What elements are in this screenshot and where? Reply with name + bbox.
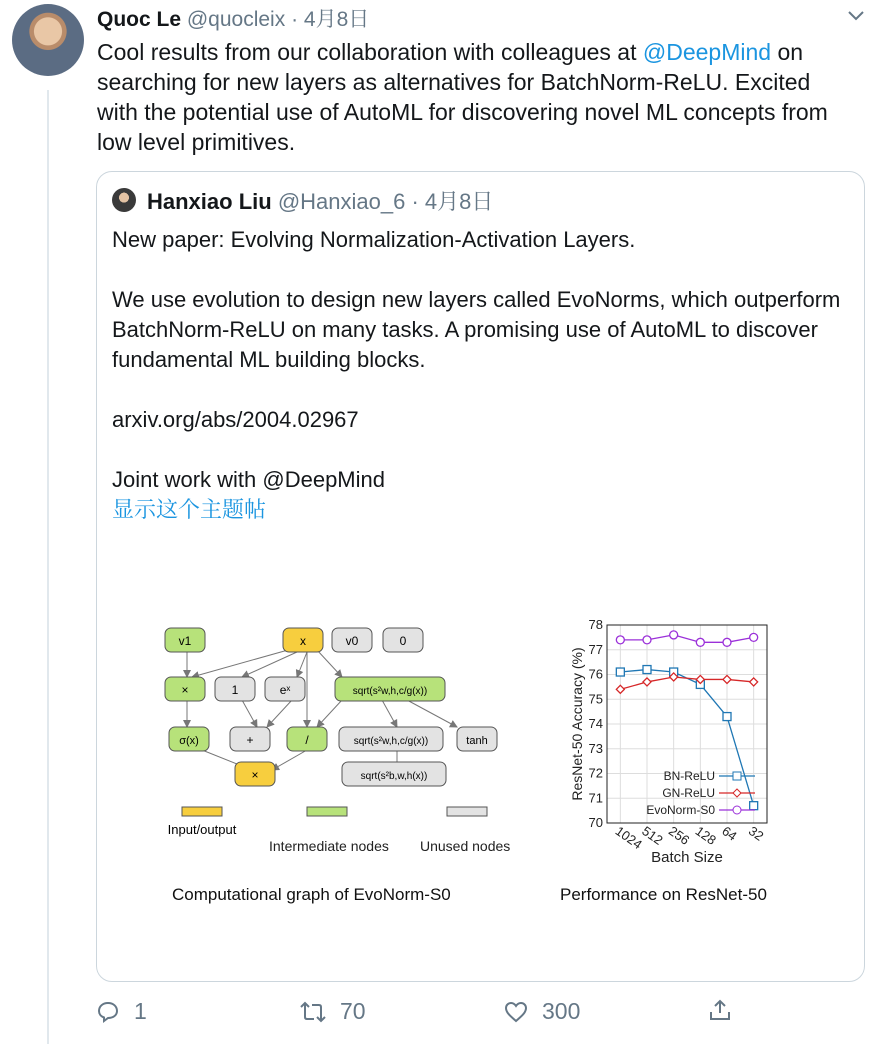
node-sqrt-top — [335, 677, 445, 701]
x-tick-label: 256 — [665, 823, 693, 848]
y-tick-label: 75 — [588, 691, 603, 707]
node-sqrt-bottom-label: sqrt(s²b,w,h(x)) — [360, 771, 428, 782]
thread-line — [47, 90, 49, 1044]
node-sqrt-top-label: sqrt(s²w,h,c/g(x)) — [352, 686, 428, 697]
legend-input-output: Input/output — [167, 822, 237, 837]
node-sqrt-mid-label: sqrt(s²w,h,c/g(x)) — [353, 736, 429, 747]
data-point — [616, 668, 624, 676]
node-plus-label: + — [246, 733, 254, 747]
quote-author-name[interactable]: Hanxiao Liu — [147, 189, 272, 214]
node-v0 — [332, 628, 372, 652]
graph-caption-area — [97, 832, 864, 912]
tweet-text-part2: on searching for new layers as alternatives for BatchNorm-ReLU. Excited with the potential use of AutoML for discovering novel ML concepts from low level primitives. — [97, 39, 828, 155]
action-bar — [0, 996, 882, 1032]
node-div-label: / — [305, 733, 309, 747]
node-v1-label: v1 — [178, 634, 192, 648]
legend-label: GN-ReLU — [662, 786, 715, 800]
node-sqrt-mid — [339, 727, 443, 751]
quote-header — [147, 188, 493, 216]
node-v0-label: v0 — [345, 634, 359, 648]
chart-caption: Performance on ResNet-50 — [560, 885, 767, 904]
data-point — [750, 633, 758, 641]
y-tick-label: 70 — [588, 815, 603, 830]
y-tick-label: 74 — [588, 716, 603, 731]
separator-dot: · — [291, 8, 299, 31]
data-point — [750, 802, 758, 810]
quote-link: arxiv.org/abs/2004.02967 — [112, 407, 359, 432]
quote-line-4: Joint work with @DeepMind — [112, 467, 385, 492]
data-point — [750, 678, 758, 686]
author-handle[interactable]: @quocleix — [186, 8, 286, 31]
data-point — [723, 675, 731, 683]
node-tanh — [457, 727, 497, 751]
x-tick-label: 512 — [639, 823, 666, 848]
reply-count: 1 — [134, 998, 147, 1024]
y-tick-label: 71 — [588, 790, 603, 806]
node-div — [287, 727, 327, 751]
legend-marker — [733, 772, 741, 780]
data-point — [670, 631, 678, 639]
share-icon — [708, 998, 732, 1022]
retweet-icon — [300, 1000, 326, 1024]
node-times-bottom-label: × — [251, 768, 259, 782]
data-point — [643, 636, 651, 644]
tweet-text-part1: Cool results from our collaboration with colleagues at — [97, 39, 643, 65]
node-one-label: 1 — [231, 683, 239, 697]
node-x — [283, 628, 323, 652]
like-button[interactable] — [504, 998, 580, 1025]
data-point — [723, 713, 731, 721]
tweet-date[interactable]: 4月8日 — [303, 8, 370, 31]
quote-line-1: New paper: Evolving Normalization-Activation Layers. — [112, 227, 636, 252]
data-point — [643, 678, 651, 686]
series-line-bn-relu — [620, 670, 753, 806]
data-point — [723, 638, 731, 646]
node-sqrt-bottom — [342, 762, 446, 786]
mention-link[interactable]: @DeepMind — [642, 39, 772, 65]
show-thread-link[interactable]: 显示这个主题帖 — [112, 497, 267, 522]
avatar[interactable] — [12, 4, 84, 76]
quote-date[interactable]: 4月8日 — [424, 189, 494, 214]
like-count: 300 — [542, 998, 581, 1024]
node-times-top-label: × — [181, 683, 189, 697]
legend-marker — [733, 789, 741, 797]
node-zero — [383, 628, 423, 652]
x-tick-label: 32 — [745, 823, 767, 844]
quote-author-handle[interactable]: @Hanxiao_6 — [277, 189, 406, 214]
series-line-gn-relu — [620, 677, 753, 689]
heart-icon — [504, 1000, 528, 1024]
reply-icon — [96, 1000, 120, 1024]
legend-intermediate-nodes: Intermediate nodes — [269, 838, 389, 854]
chevron-down-icon[interactable] — [846, 6, 866, 26]
reply-button[interactable] — [96, 998, 147, 1025]
separator-dot: · — [411, 189, 419, 214]
node-one — [215, 677, 255, 701]
data-point — [616, 636, 624, 644]
y-tick-label: 78 — [588, 617, 603, 632]
node-sigma-label: σ(x) — [179, 735, 199, 747]
legend-unused-nodes: Unused nodes — [420, 838, 511, 854]
node-exp — [265, 677, 305, 701]
data-point — [670, 673, 678, 681]
data-point — [616, 685, 624, 693]
data-point — [696, 638, 704, 646]
data-point — [696, 680, 704, 688]
node-times-top — [165, 677, 205, 701]
tweet-header — [97, 6, 369, 34]
author-name[interactable]: Quoc Le — [97, 8, 182, 31]
x-tick-label: 1024 — [612, 823, 645, 853]
graph-edge-lines — [187, 650, 457, 770]
legend-marker — [733, 806, 741, 814]
legend-label: BN-ReLU — [663, 769, 715, 783]
retweet-button[interactable] — [300, 998, 366, 1025]
quote-avatar[interactable] — [112, 188, 136, 212]
quote-text — [112, 225, 852, 525]
node-v1 — [165, 628, 205, 652]
y-tick-label: 73 — [588, 740, 603, 756]
plot-frame — [607, 625, 767, 823]
x-axis-label: Batch Size — [651, 849, 723, 866]
node-plus — [230, 727, 270, 751]
node-zero-label: 0 — [399, 634, 407, 648]
share-button[interactable] — [708, 998, 746, 1022]
data-point — [670, 668, 678, 676]
y-tick-label: 76 — [588, 666, 603, 682]
quote-tweet-card[interactable] — [96, 171, 865, 982]
x-tick-label: 64 — [719, 823, 740, 844]
y-tick-label: 72 — [588, 765, 603, 781]
quote-line-2: We use evolution to design new layers called EvoNorms, which outperform BatchNorm-ReLU on many tasks. A promising use of AutoML to discover fundamental ML building blocks. — [112, 287, 841, 372]
node-times-bottom — [235, 762, 275, 786]
series-line-evonorm-s0 — [620, 635, 753, 642]
data-point — [643, 666, 651, 674]
data-point — [696, 675, 704, 683]
node-exp-label: eˣ — [279, 683, 291, 697]
legend-label: EvoNorm-S0 — [646, 803, 715, 817]
tweet-text — [97, 37, 857, 157]
graph-caption: Computational graph of EvoNorm-S0 — [172, 885, 451, 904]
retweet-count: 70 — [340, 998, 366, 1024]
node-tanh-label: tanh — [466, 735, 488, 747]
y-axis-label: ResNet-50 Accuracy (%) — [569, 647, 585, 801]
y-tick-label: 77 — [588, 641, 603, 657]
node-x-label: x — [300, 634, 306, 648]
x-tick-label: 128 — [692, 823, 719, 848]
node-sigma — [169, 727, 209, 751]
